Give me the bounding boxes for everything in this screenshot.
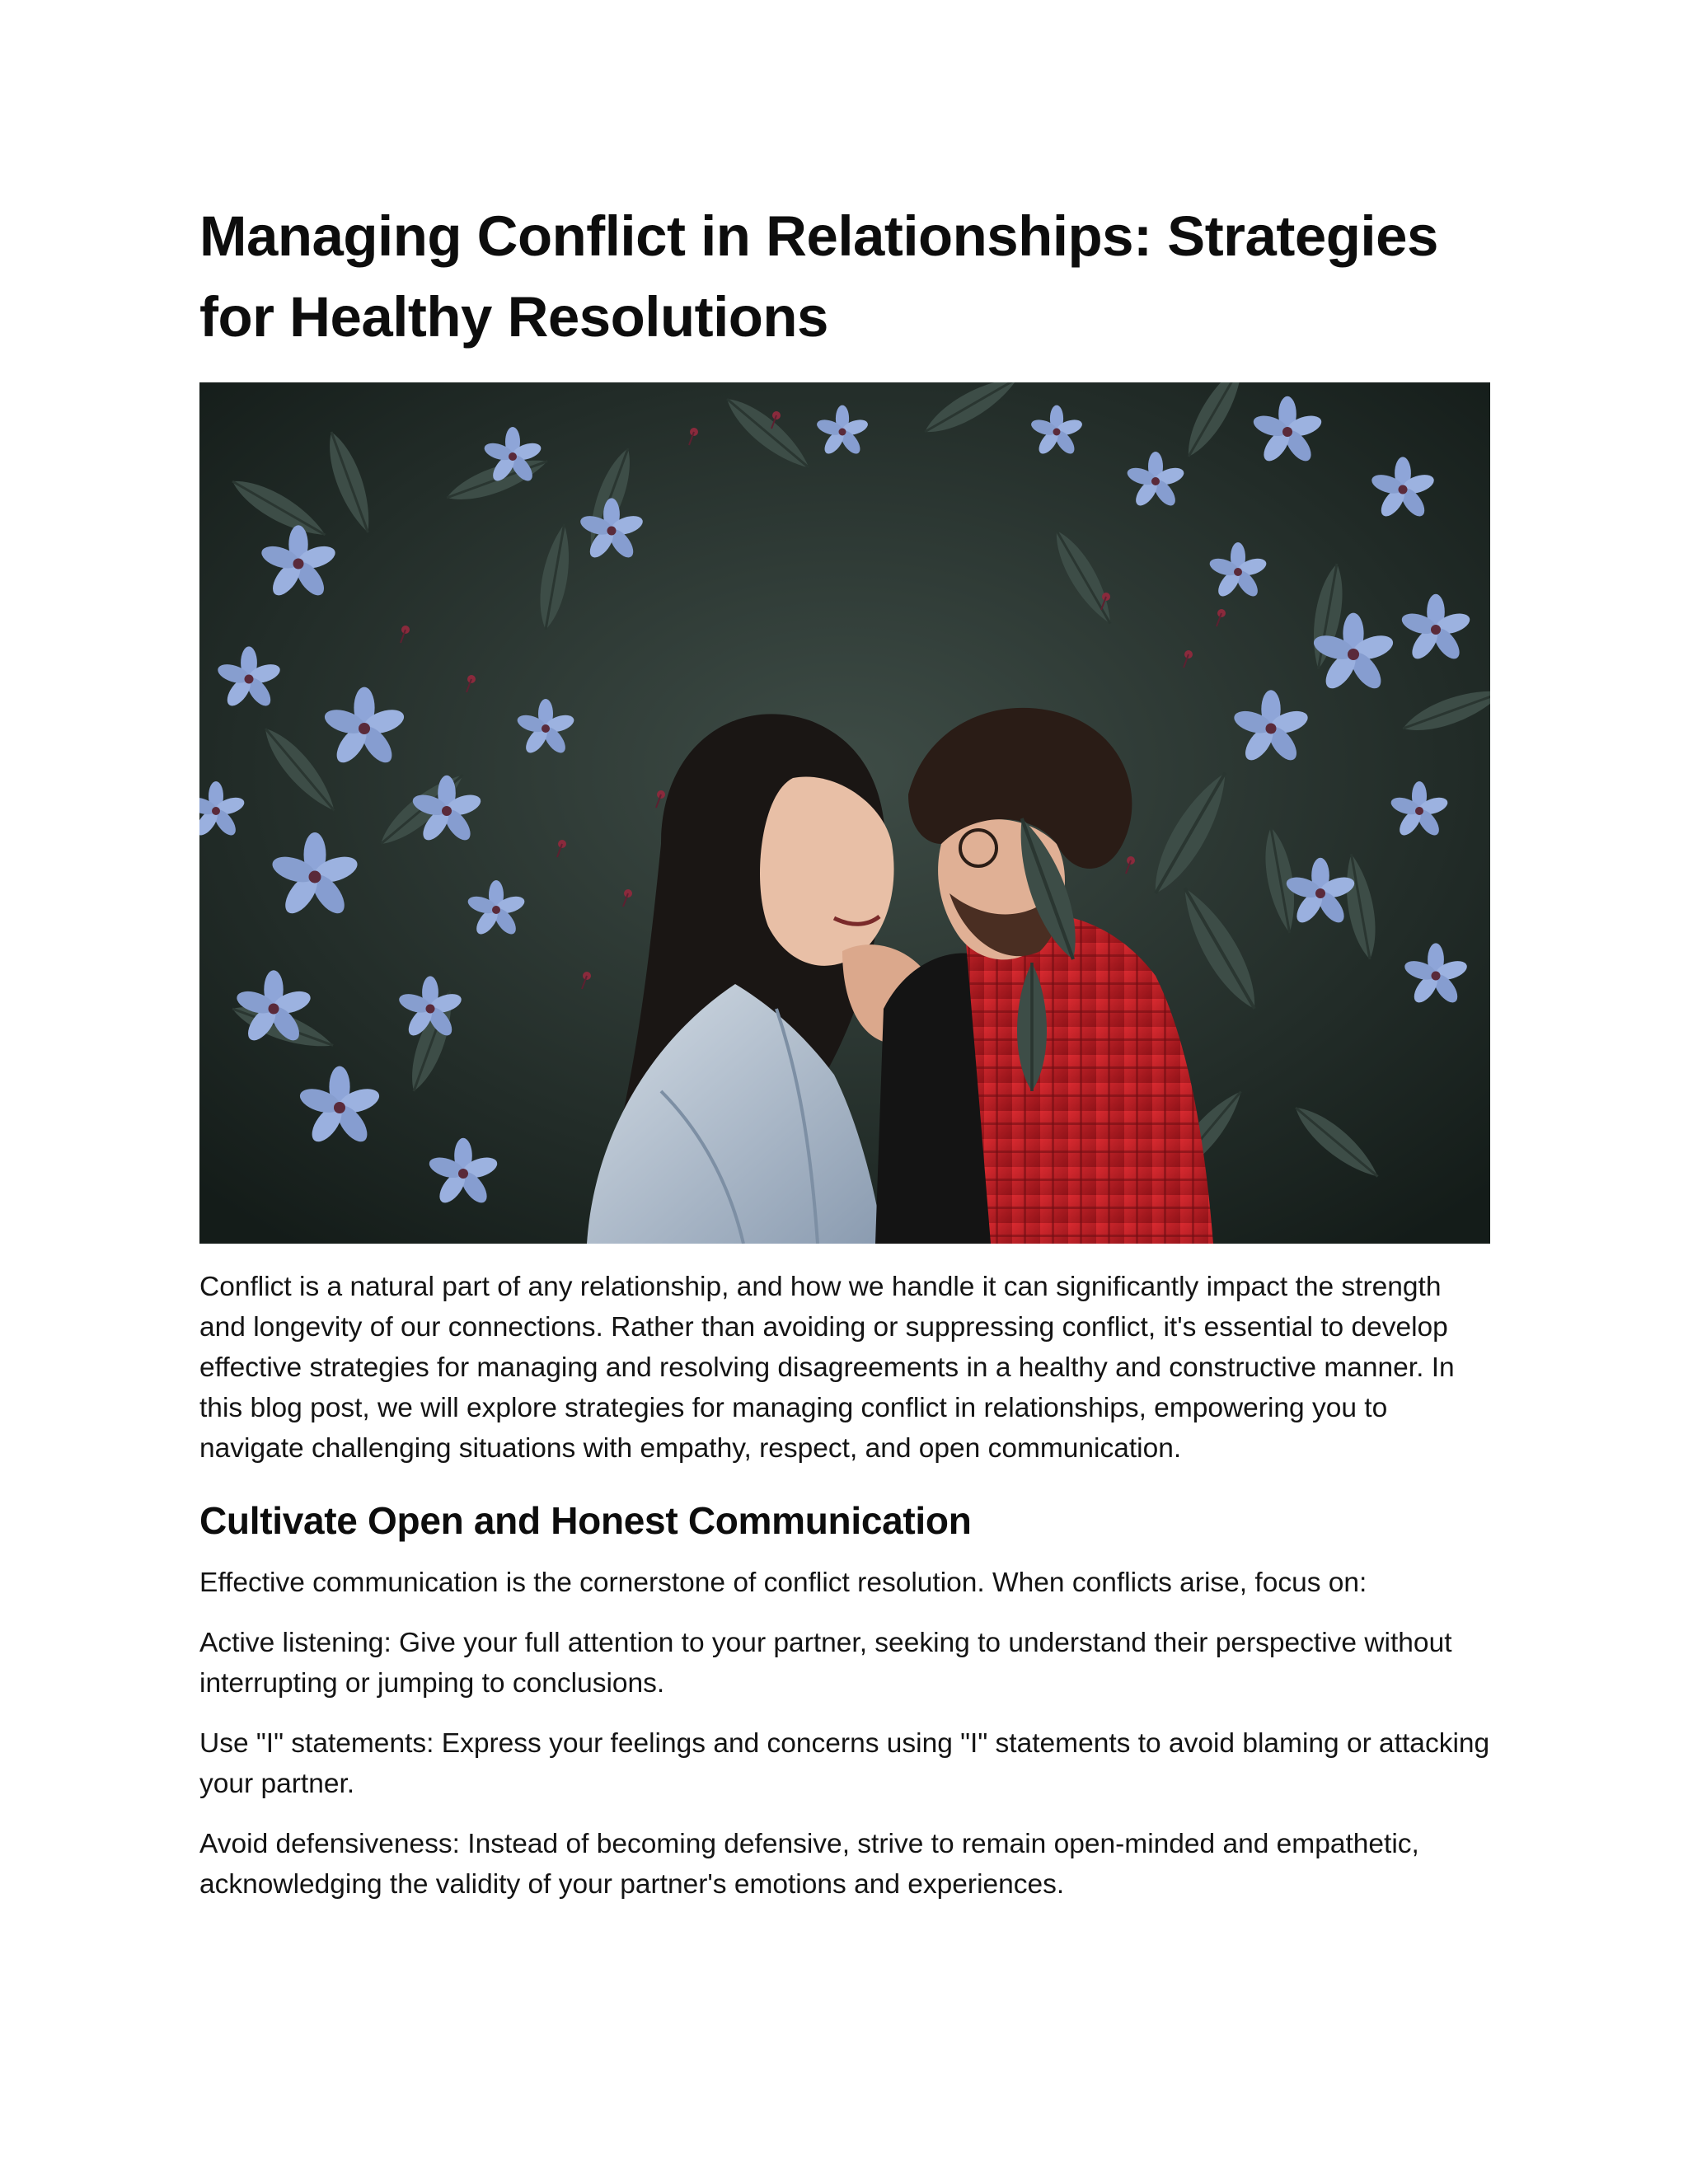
section-lead-paragraph: Effective communication is the cornerstone of conflict resolution. When conflicts arise, focus on: [199,1568,1367,1598]
point-active-listening: Active listening: Give your full attention to your partner, seeking to understand their perspective without interrupting or jumping to conclusions. [199,1628,1452,1699]
hero-illustration [199,382,1490,1244]
intro-paragraph: Conflict is a natural part of any relationship, and how we handle it can significantly impact the strength and longevity of our connections. Rather than avoiding or suppressing conflict, it's essential to develop effective strategies for managing and resolving disagreements in a healthy and constructive manner. In this blog post, we will explore strategies for managing conflict in relationships, empowering you to navigate challenging situations with empathy, respect, and open communication. [199,1272,1455,1464]
point-avoid-defensiveness: Avoid defensiveness: Instead of becoming defensive, strive to remain open-minded and empathetic, acknowledging the validity of your partner's emotions and experiences. [199,1829,1419,1900]
section-heading: Cultivate Open and Honest Communication [199,1499,972,1542]
point-i-statements: Use "I" statements: Express your feelings and concerns using "I" statements to avoid blaming or attacking your partner. [199,1728,1490,1799]
article-title: Managing Conflict in Relationships: Strategies for Healthy Resolutions [199,204,1438,349]
article [199,196,1493,1905]
hero-photo-couple-among-flowers [199,382,1490,1244]
